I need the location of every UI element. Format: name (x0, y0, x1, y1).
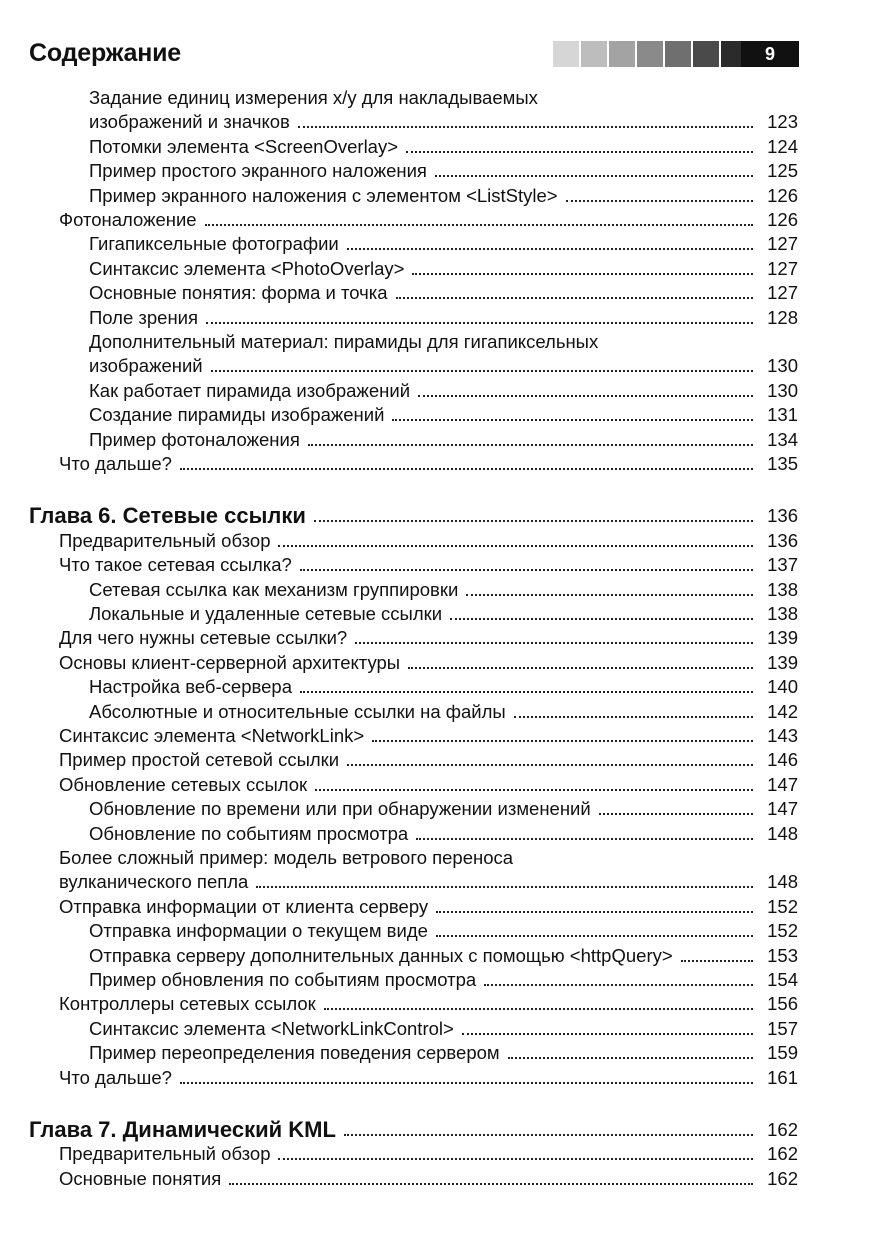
toc-entry[interactable] (0, 529, 875, 553)
toc-page-number: 128 (767, 306, 798, 328)
toc-entry-title: Предварительный обзор (59, 529, 271, 551)
toc-page-number: 126 (767, 209, 798, 230)
dot-leader (256, 870, 753, 894)
toc-entry[interactable] (0, 822, 875, 846)
dot-leader (406, 135, 753, 159)
toc-entry[interactable] (0, 724, 875, 748)
toc-entry[interactable] (0, 1017, 875, 1041)
toc-entry-title: Обновление по событиям просмотра (89, 822, 409, 844)
toc-entry-title: Пример обновления по событиям просмотра (89, 969, 477, 990)
toc-entry[interactable] (0, 578, 875, 602)
toc-entry-title: Что такое сетевая ссылка? (59, 554, 292, 576)
toc-entry[interactable] (0, 748, 875, 772)
toc-page-number: 139 (767, 651, 798, 673)
toc-entry[interactable] (0, 135, 875, 159)
dot-leader (435, 159, 753, 183)
toc-page-number: 162 (767, 1119, 798, 1140)
toc-entry[interactable] (0, 232, 875, 256)
dot-leader (396, 281, 753, 305)
page-title: Содержание (29, 39, 182, 67)
dot-leader (347, 232, 753, 256)
header-bar (637, 41, 663, 67)
dot-leader (278, 1142, 753, 1166)
dot-leader (324, 992, 753, 1016)
toc-entry[interactable] (0, 159, 875, 183)
dot-leader (514, 700, 753, 724)
toc-entry-title: Для чего нужны сетевые ссылки? (59, 627, 348, 649)
toc-entry[interactable] (0, 1142, 875, 1166)
toc-entry-title: Отправка информации о текущем виде (89, 920, 428, 942)
toc-entry-title: Пример простой сетевой ссылки (59, 749, 340, 771)
toc-entry-title: Пример простого экранного наложения (89, 160, 427, 182)
toc-page-number: 157 (767, 1017, 798, 1039)
dot-leader (466, 578, 753, 602)
toc-page-number: 142 (767, 700, 798, 722)
dot-leader (300, 675, 753, 699)
toc-entry-title: Пример экранного наложения с элементом <ListStyle> (89, 184, 558, 206)
toc-page-number: 135 (767, 453, 798, 474)
toc-entry-title: Синтаксис элемента <PhotoOverlay> (89, 257, 405, 279)
toc-entry[interactable] (0, 452, 875, 476)
toc-page-number: 127 (767, 257, 798, 279)
toc-page-number: 138 (767, 578, 798, 600)
toc-page-number: 138 (767, 603, 798, 624)
toc-page-number: 147 (767, 773, 798, 795)
toc-entry-title: Отправка информации от клиента серверу (59, 895, 429, 917)
toc-entry[interactable] (0, 602, 875, 626)
toc-page-number: 131 (767, 404, 798, 426)
toc-entry-title: Обновление сетевых ссылок (59, 773, 308, 795)
toc-entry[interactable] (0, 208, 875, 232)
toc-entry-title: Глава 6. Сетевые ссылки (29, 503, 306, 529)
toc-page-number: 146 (767, 749, 798, 771)
toc-entry[interactable] (0, 86, 875, 135)
toc-page-number: 134 (767, 428, 798, 450)
toc-page-number: 130 (767, 379, 798, 401)
toc-page-number: 130 (767, 355, 798, 377)
dot-leader (180, 452, 753, 476)
toc-entry-title: Синтаксис элемента <NetworkLinkControl> (89, 1017, 454, 1039)
dot-leader (314, 504, 753, 528)
toc-entry[interactable] (0, 700, 875, 724)
dot-leader (436, 919, 753, 943)
dot-leader (408, 651, 753, 675)
toc-page-number: 137 (767, 554, 798, 576)
toc-entry-title: Фотоналожение (59, 209, 197, 230)
header-bar (581, 41, 607, 67)
toc-entry[interactable] (0, 330, 875, 379)
toc-entry-title: Дополнительный материал: пирамиды для гигапиксельных (89, 331, 599, 352)
toc-page-number: 136 (767, 529, 798, 551)
toc-entry[interactable] (0, 992, 875, 1016)
page-header (29, 36, 799, 72)
dot-leader (205, 208, 753, 232)
dot-leader (229, 1167, 753, 1191)
dot-leader (180, 1066, 753, 1090)
toc-page-number: 153 (767, 944, 798, 966)
dot-leader (211, 354, 753, 378)
toc-page-number: 148 (767, 822, 798, 844)
toc-entry-title: Сетевая ссылка как механизм группировки (89, 578, 459, 600)
toc-entry[interactable] (0, 1041, 875, 1065)
toc-entry[interactable] (0, 184, 875, 208)
toc-page-number: 127 (767, 282, 798, 304)
dot-leader (298, 110, 753, 134)
toc-entry[interactable] (0, 968, 875, 992)
toc-entry-title: Отправка серверу дополнительных данных с помощью <httpQuery> (89, 944, 673, 966)
toc-entry[interactable] (0, 379, 875, 403)
toc-page-number: 152 (767, 920, 798, 942)
dot-leader (355, 626, 753, 650)
dot-leader (412, 257, 753, 281)
toc-entry[interactable] (0, 675, 875, 699)
dot-leader (566, 184, 753, 208)
header-bar (665, 41, 691, 67)
header-bar (553, 41, 579, 67)
toc-entry-title: изображений и значков (89, 111, 290, 133)
toc-entry-title: Создание пирамиды изображений (89, 404, 385, 426)
toc-entry-title: Настройка веб-сервера (89, 676, 292, 698)
toc-page-number: 125 (767, 160, 798, 182)
toc-chapter[interactable] (0, 504, 875, 528)
toc-page-number: 148 (767, 871, 798, 893)
toc-entry-title: Основные понятия (59, 1167, 222, 1189)
toc-entry-title: Пример переопределения поведения сервером (89, 1042, 500, 1064)
toc-entry[interactable] (0, 281, 875, 305)
toc-entry-title: Локальные и удаленные сетевые ссылки (89, 603, 443, 624)
toc-page-number: 126 (767, 184, 798, 206)
toc-entry-title: Обновление по времени или при обнаружении изменений (89, 798, 591, 820)
dot-leader (278, 529, 753, 553)
toc-entry-title: Более сложный пример: модель ветрового переноса (59, 847, 514, 868)
dot-leader (206, 306, 753, 330)
decorative-bars (553, 41, 759, 67)
toc-page-number: 159 (767, 1042, 798, 1064)
header-bar (609, 41, 635, 67)
toc-entry[interactable] (0, 1066, 875, 1090)
dot-leader (308, 428, 753, 452)
toc-entry-title: Пример фотоналожения (89, 428, 300, 450)
dot-leader (372, 724, 753, 748)
toc-page-number: 152 (767, 895, 798, 917)
toc-page-number: 143 (767, 725, 798, 746)
toc-entry[interactable] (0, 257, 875, 281)
toc-entry-title: Гигапиксельные фотографии (89, 233, 339, 255)
toc-entry-title: вулканического пепла (59, 871, 249, 893)
dot-leader (599, 797, 753, 821)
toc-entry-title: изображений (89, 355, 203, 377)
toc-entry[interactable] (0, 428, 875, 452)
dot-leader (315, 773, 753, 797)
toc-entry-title: Поле зрения (89, 306, 199, 328)
dot-leader (681, 944, 753, 968)
toc-entry[interactable] (0, 626, 875, 650)
toc-page-number: 147 (767, 798, 798, 820)
toc-page-number: 154 (767, 969, 798, 990)
toc-entry-title: Что дальше? (59, 453, 172, 474)
toc-entry-title: Задание единиц измерения x/y для накладываемых (89, 87, 538, 108)
header-bar (693, 41, 719, 67)
toc-entry-title: Глава 7. Динамический KML (29, 1117, 336, 1142)
page-number: 9 (741, 41, 799, 67)
toc-entry-title: Что дальше? (59, 1066, 172, 1088)
dot-leader (392, 403, 753, 427)
toc-entry[interactable] (0, 919, 875, 943)
toc-entry-title: Основные понятия: форма и точка (89, 282, 388, 304)
dot-leader (347, 748, 753, 772)
toc-chapter[interactable] (0, 1118, 875, 1142)
toc-entry-title: Потомки элемента <ScreenOverlay> (89, 135, 399, 157)
dot-leader (300, 553, 753, 577)
toc-entry-title: Абсолютные и относительные ссылки на файлы (89, 700, 506, 722)
dot-leader (418, 379, 753, 403)
toc-entry[interactable] (0, 773, 875, 797)
toc-entry[interactable] (0, 895, 875, 919)
toc-entry[interactable] (0, 846, 875, 895)
toc-entry-title: Предварительный обзор (59, 1143, 271, 1165)
toc-page-number: 161 (767, 1066, 798, 1088)
toc-entry-title: Контроллеры сетевых ссылок (59, 993, 316, 1015)
toc-page-number: 140 (767, 676, 798, 698)
toc-page-number: 124 (767, 135, 798, 157)
dot-leader (450, 602, 753, 626)
dot-leader (436, 895, 753, 919)
toc-entry[interactable] (0, 1167, 875, 1191)
dot-leader (508, 1041, 753, 1065)
dot-leader (416, 822, 753, 846)
toc-entry[interactable] (0, 944, 875, 968)
toc-entry[interactable] (0, 403, 875, 427)
toc-page-number: 123 (767, 111, 798, 133)
toc-page-number: 127 (767, 233, 798, 255)
toc-entry[interactable] (0, 651, 875, 675)
toc-page-number: 136 (767, 505, 798, 527)
toc-entry[interactable] (0, 553, 875, 577)
dot-leader (484, 968, 753, 992)
dot-leader (344, 1118, 753, 1142)
toc-entry-title: Синтаксис элемента <NetworkLink> (59, 725, 365, 746)
dot-leader (462, 1017, 753, 1041)
toc-entry[interactable] (0, 797, 875, 821)
toc-page-number: 162 (767, 1167, 798, 1189)
toc-entry-title: Основы клиент-серверной архитектуры (59, 651, 401, 673)
toc-page-number: 162 (767, 1143, 798, 1165)
toc-entry[interactable] (0, 306, 875, 330)
toc-page-number: 139 (767, 627, 798, 649)
toc-page-number: 156 (767, 993, 798, 1015)
toc-entry-title: Как работает пирамида изображений (89, 379, 411, 401)
